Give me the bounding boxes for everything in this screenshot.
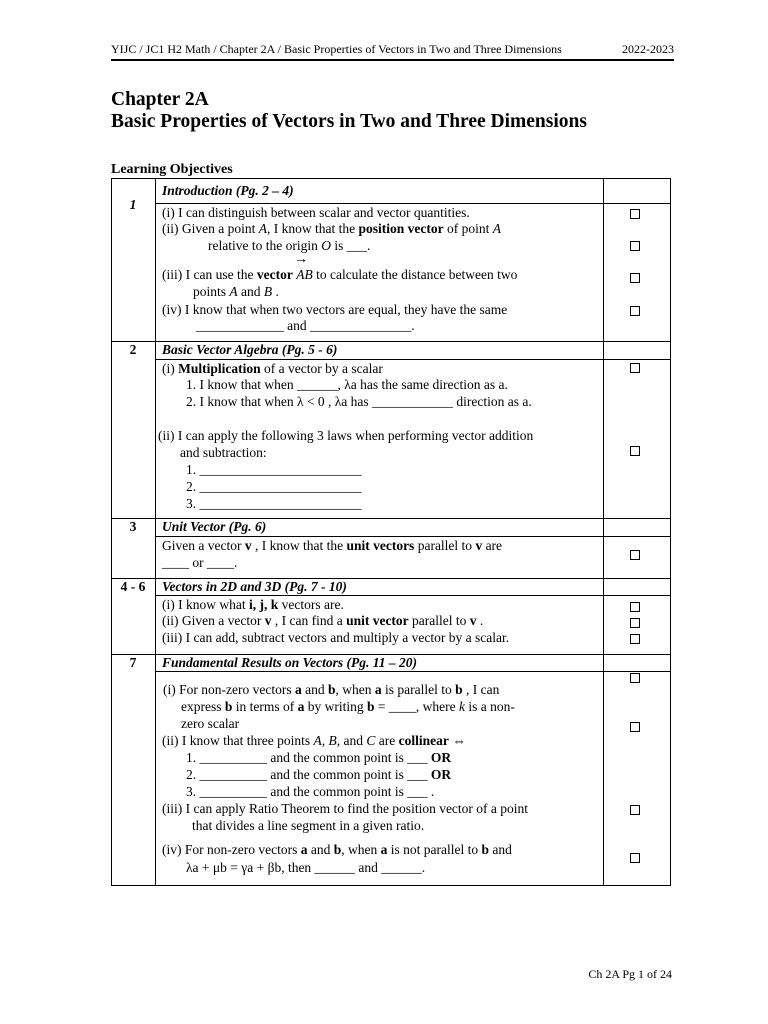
objective-line: 1. ________________________	[186, 462, 362, 477]
row-rule	[155, 359, 671, 360]
checkbox[interactable]	[630, 634, 640, 644]
objective-line: and subtraction:	[180, 445, 267, 460]
objective-line: Given a vector v , I know that the unit vectors parallel to v are	[162, 538, 503, 553]
chapter-title: Basic Properties of Vectors in Two and Three Dimensions	[111, 111, 587, 132]
objective-line: _____________ and _______________.	[196, 318, 415, 333]
objective-line: λa + μb = γa + βb, then ______ and ______.	[186, 860, 426, 875]
checkbox[interactable]	[630, 805, 640, 815]
page-footer: Ch 2A Pg 1 of 24	[588, 967, 672, 981]
column-divider-checkbox	[603, 178, 604, 886]
objective-line: points A and B .	[193, 284, 279, 299]
column-divider-number	[155, 178, 156, 886]
objective-line: 3. __________ and the common point is ___ .	[186, 784, 435, 799]
checkbox[interactable]	[630, 241, 640, 251]
section-heading: Basic Vector Algebra (Pg. 5 - 6)	[162, 342, 338, 357]
objective-line: (i) For non-zero vectors a and b, when a is parallel to b , I can	[163, 682, 500, 697]
objective-line: that divides a line segment in a given ratio.	[192, 818, 425, 833]
objective-line: 3. ________________________	[186, 496, 362, 511]
row-rule	[155, 536, 671, 537]
objective-line: (iv) For non-zero vectors a and b, when a is not parallel to b and	[162, 842, 512, 857]
section-number: 3	[129, 519, 137, 534]
objective-line: 1. __________ and the common point is ___ OR	[186, 750, 452, 765]
vector-arrow: →	[294, 252, 308, 267]
objective-line: (iii) I can add, subtract vectors and multiply a vector by a scalar.	[162, 630, 510, 645]
section-number: 1	[129, 197, 137, 212]
objective-line: zero scalar	[181, 716, 240, 731]
checkbox[interactable]	[630, 363, 640, 373]
objective-line: 1. I know that when ______, λa has the same direction as a.	[186, 377, 508, 392]
objective-line: 2. __________ and the common point is ___ OR	[186, 767, 452, 782]
checkbox[interactable]	[630, 550, 640, 560]
section-number: 4 - 6	[120, 579, 146, 594]
objective-line: express b in terms of a by writing b = ____, where k is a non-	[181, 699, 515, 714]
checkbox[interactable]	[630, 673, 640, 683]
objective-line: 2. I know that when λ < 0 , λa has ____________ direction as a.	[186, 394, 532, 409]
row-rule	[155, 203, 671, 204]
section-heading: Vectors in 2D and 3D (Pg. 7 - 10)	[162, 579, 347, 594]
objective-line: relative to the origin O is ___.	[208, 238, 371, 253]
objective-line: ____ or ____.	[162, 555, 238, 570]
section-heading: Unit Vector (Pg. 6)	[162, 519, 267, 534]
checkbox[interactable]	[630, 446, 640, 456]
objective-line: (ii) Given a vector v , I can find a unit vector parallel to v .	[162, 613, 484, 628]
section-heading: Introduction (Pg. 2 – 4)	[162, 183, 294, 198]
chapter-number: Chapter 2A	[111, 89, 209, 110]
checkbox[interactable]	[630, 306, 640, 316]
row-rule	[155, 671, 671, 672]
objective-line: (i) I can distinguish between scalar and vector quantities.	[162, 205, 470, 220]
checkbox[interactable]	[630, 722, 640, 732]
objective-line: (iii) I can apply Ratio Theorem to find the position vector of a point	[162, 801, 529, 816]
header-right: 2022-2023	[622, 42, 674, 56]
objective-line: 2. ________________________	[186, 479, 362, 494]
checkbox[interactable]	[630, 273, 640, 283]
section-number: 7	[129, 655, 137, 670]
objective-line: (iii) I can use the vector AB to calculate the distance between two	[162, 267, 518, 282]
checkbox[interactable]	[630, 853, 640, 863]
checkbox[interactable]	[630, 209, 640, 219]
objective-line: (i) Multiplication of a vector by a scalar	[162, 361, 383, 376]
objective-line: (ii) Given a point A, I know that the position vector of point A	[162, 221, 501, 236]
section-heading: Fundamental Results on Vectors (Pg. 11 – 20)	[162, 655, 418, 670]
objective-line: (ii) I know that three points A, B, and C are collinear ⇔	[162, 733, 466, 748]
row-rule	[155, 595, 671, 596]
checkbox[interactable]	[630, 602, 640, 612]
checkbox[interactable]	[630, 618, 640, 628]
header-left: YIJC / JC1 H2 Math / Chapter 2A / Basic Properties of Vectors in Two and Three Dimensions	[111, 42, 562, 56]
running-header	[111, 42, 674, 61]
objective-line: (iv) I know that when two vectors are equal, they have the same	[162, 302, 508, 317]
objective-line: (i) I know what i, j, k vectors are.	[162, 597, 344, 612]
section-number: 2	[129, 342, 137, 357]
learning-objectives-label: Learning Objectives	[111, 162, 233, 177]
objective-line: (ii) I can apply the following 3 laws when performing vector addition	[158, 428, 534, 443]
